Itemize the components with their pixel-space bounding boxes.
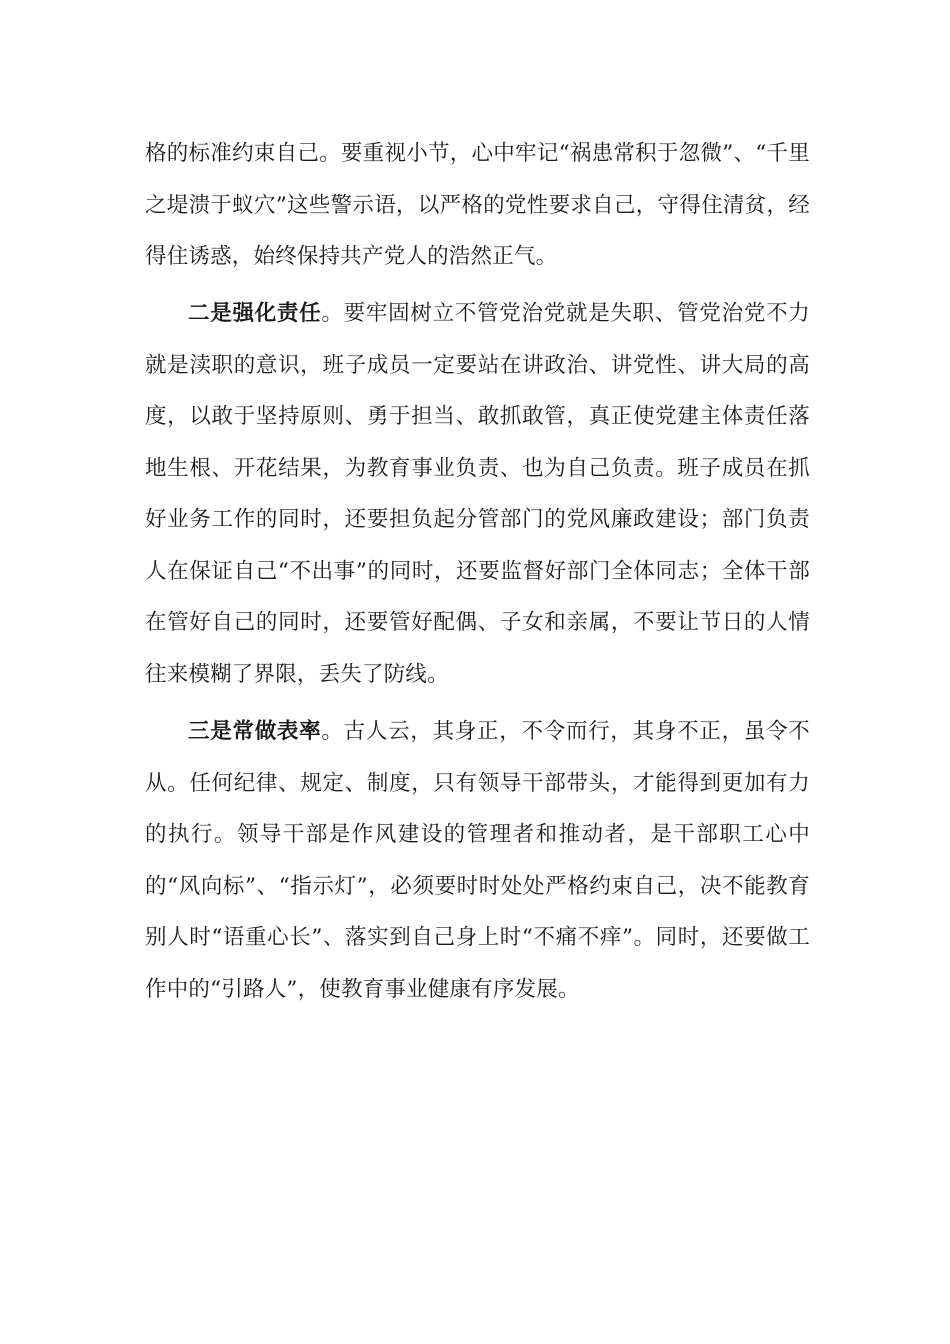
- paragraph-set-example: [145, 706, 810, 1015]
- paragraph-text: 。古人云，其身正，不令而行，其身不正，虽令不从。任何纪律、规定、制度，只有领导干部带头，才能得到更加有力的执行。领导干部是作风建设的管理者和推动者，是干部职工心中的“风向标”、“指示灯”，必须要时时处处严格约束自己，决不能教育别人时“语重心长”、落实到自己身上时“不痛不痒”。同时，还要做工作中的“引路人”，使教育事业健康有序发展。: [145, 719, 811, 1002]
- paragraph-text: 格的标准约束自己。要重视小节，心中牢记“祸患常积于忽微”、“千里之堤溃于蚁穴”这些警示语，以严格的党性要求自己，守得住清贫，经得住诱惑，始终保持共产党人的浩然正气。: [145, 141, 810, 269]
- paragraph-lead-heading: 三是常做表率: [188, 719, 322, 744]
- paragraph-text: 。要牢固树立不管党治党就是失职、管党治党不力就是渎职的意识，班子成员一定要站在讲政治、讲党性、讲大局的高度，以敢于坚持原则、勇于担当、敢抓敢管，真正使党建主体责任落地生根、开花结果，为教育事业负责、也为自己负责。班子成员在抓好业务工作的同时，还要担负起分管部门的党风廉政建设；部门负责人在保证自己“不出事”的同时，还要监督好部门全体同志；全体干部在管好自己的同时，还要管好配偶、子女和亲属，不要让节日的人情往来模糊了界限，丢失了防线。: [145, 301, 811, 687]
- paragraph-continuation: [145, 128, 810, 283]
- paragraph-strengthen-responsibility: [145, 288, 810, 700]
- paragraph-lead-heading: 二是强化责任: [188, 301, 322, 326]
